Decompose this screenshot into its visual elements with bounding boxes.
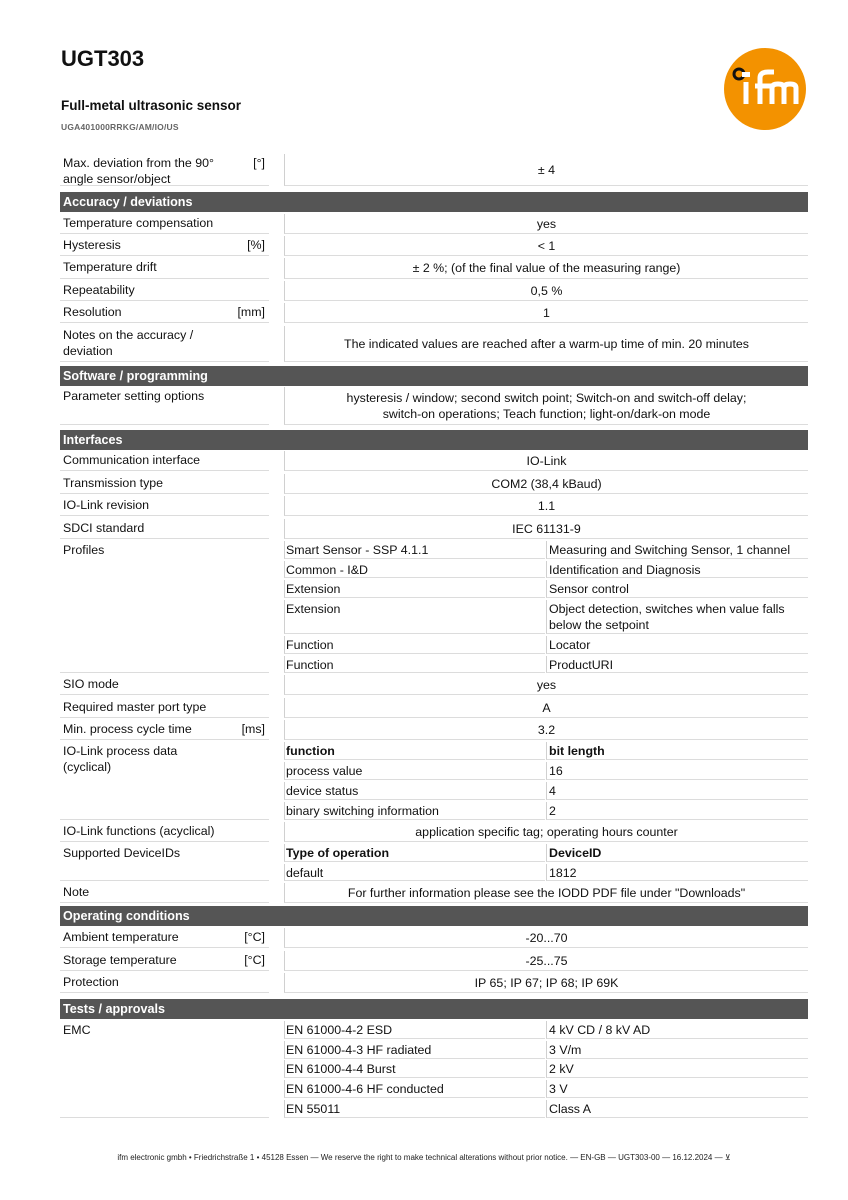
subtable-cell-value: Class A: [546, 1100, 808, 1118]
row-label-cell: [60, 928, 269, 948]
row-label-cell: [60, 822, 269, 842]
row-value: [284, 154, 808, 186]
subtable-cell-value: 4: [546, 782, 808, 800]
subtable-row: [284, 762, 808, 782]
row-label-cell: [60, 541, 269, 673]
section-operating: Operating conditions: [60, 906, 808, 926]
row-label: Supported DeviceIDs: [63, 846, 181, 860]
row-label-cell: [60, 698, 269, 718]
subtable-cell-key: Extension: [284, 600, 545, 634]
row-value: [284, 951, 808, 971]
row-value-text: ± 4: [537, 162, 556, 177]
row-label: Ambient temperature: [63, 930, 179, 944]
row-value-text: The indicated values are reached after a warm-up time of min. 20 minutes: [344, 336, 749, 351]
row-value-text: 0,5 %: [530, 283, 563, 298]
row-label: Protection: [63, 975, 119, 989]
spec-row: [60, 720, 808, 742]
row-label: IO-Link process data (cyclical): [63, 744, 178, 774]
row-value: [284, 883, 808, 903]
subtable-cell-key: Smart Sensor - SSP 4.1.1: [284, 541, 545, 559]
row-value-text: IO-Link: [526, 453, 567, 468]
row-label: Notes on the accuracy / deviation: [63, 328, 194, 358]
row-value-text: ± 2 %; (of the final value of the measuring range): [412, 261, 681, 275]
row-label: Profiles: [63, 543, 105, 557]
subtable-cell-key: EN 61000-4-4 Burst: [284, 1060, 545, 1078]
subtable-cell-key: device status: [284, 782, 545, 800]
subtable-cell-value: 2 kV: [546, 1060, 808, 1078]
row-value-text: -20...70: [525, 930, 568, 945]
section-software: Software / programming: [60, 366, 808, 386]
spec-row: [60, 519, 808, 541]
row-value-text: 3.2: [537, 722, 556, 737]
spec-row: [60, 326, 808, 364]
subtable-cell-value: 2: [546, 802, 808, 820]
subtable-cell-key: Extension: [284, 580, 545, 598]
subtable-row: [284, 541, 808, 561]
row-label: Communication interface: [63, 453, 201, 467]
article-code: UGA401000RRKG/AM/IO/US: [61, 122, 179, 132]
row-value-text: yes: [536, 677, 557, 692]
row-label: Repeatability: [63, 283, 135, 297]
ifm-logo: [724, 48, 806, 130]
row-value-text: 1.1: [537, 498, 556, 513]
row-label: Transmission type: [63, 476, 164, 490]
row-label-cell: [60, 258, 269, 279]
row-value: [284, 519, 808, 539]
row-value: [284, 326, 808, 362]
row-value: [284, 496, 808, 516]
subtable-cell-key: Function: [284, 656, 545, 673]
subtable-cell-key: Common - I&D: [284, 561, 545, 578]
subtable-row: [284, 580, 808, 600]
row-value: [284, 303, 808, 323]
row-label-cell: [60, 844, 269, 881]
row-label: Storage temperature: [63, 953, 177, 967]
row-value-text: For further information please see the IODD PDF file under "Downloads": [347, 885, 746, 900]
row-value-text: 1: [543, 305, 550, 320]
row-value: [284, 236, 808, 256]
subtable-cell-value: 3 V: [546, 1080, 808, 1098]
row-value-text: COM2 (38,4 kBaud): [491, 476, 602, 491]
row-label-cell: [60, 883, 269, 903]
spec-row: [60, 675, 808, 697]
spec-row: [60, 973, 808, 995]
row-label-cell: [60, 675, 269, 695]
section-tests: Tests / approvals: [60, 999, 808, 1019]
subtable-cell-key: default: [284, 864, 545, 881]
row-label: Min. process cycle time: [63, 722, 192, 736]
subtable-cell-key: function: [284, 742, 545, 760]
subtable-row: [284, 600, 808, 636]
spec-row: [60, 303, 808, 325]
subtable-cell-value: Sensor control: [546, 580, 808, 598]
row-value-text: yes: [536, 216, 557, 231]
row-value: [284, 822, 808, 842]
subtable-row: [284, 1021, 808, 1041]
product-subtitle: Full-metal ultrasonic sensor: [61, 98, 242, 113]
subtable-cell-value: 16: [546, 762, 808, 780]
subtable-cell-value: ProductURI: [546, 656, 808, 673]
subtable-cell-value: Object detection, switches when value falls below the setpoint: [546, 600, 808, 634]
subtable-cell-value: 1812: [546, 864, 808, 881]
subtable-row: [284, 1041, 808, 1061]
row-value: [284, 928, 808, 948]
row-value: [284, 698, 808, 718]
row-label: Required master port type: [63, 700, 207, 714]
row-value-text: A: [542, 700, 551, 715]
row-label: IO-Link functions (acyclical): [63, 824, 215, 838]
subtable-cell-key: binary switching information: [284, 802, 545, 820]
spec-row: [60, 154, 808, 188]
subtable-cell-key: Type of operation: [284, 844, 545, 862]
row-value: [284, 258, 808, 279]
row-label-cell: [60, 951, 269, 971]
subtable-cell-value: DeviceID: [546, 844, 808, 862]
spec-row: [60, 951, 808, 973]
row-label-cell: [60, 154, 269, 186]
row-value: [284, 720, 808, 740]
subtable-cell-key: EN 61000-4-6 HF conducted: [284, 1080, 545, 1098]
row-unit: [%]: [247, 238, 265, 252]
row-value: [284, 214, 808, 234]
section-interfaces: Interfaces: [60, 430, 808, 450]
row-label-cell: [60, 303, 269, 323]
subtable-cell-value: Measuring and Switching Sensor, 1 channel: [546, 541, 808, 559]
row-label-cell: [60, 474, 269, 494]
row-label-cell: [60, 973, 269, 993]
row-label-cell: [60, 496, 269, 516]
spec-row: [60, 214, 808, 236]
subtable-cell-key: Function: [284, 636, 545, 654]
subtable-row: [284, 1080, 808, 1100]
subtable-cell-key: EN 55011: [284, 1100, 545, 1118]
subtable-cell-value: Identification and Diagnosis: [546, 561, 808, 578]
row-value-text: -25...75: [525, 953, 568, 968]
row-label: Resolution: [63, 305, 122, 319]
row-label: Temperature compensation: [63, 216, 214, 230]
row-label-cell: [60, 720, 269, 740]
row-value: [284, 973, 808, 993]
subtable-row: [284, 742, 808, 762]
recycle-icon: ⊻: [724, 1153, 731, 1162]
row-label: Note: [63, 885, 90, 899]
row-label: IO-Link revision: [63, 498, 150, 512]
spec-row: [60, 698, 808, 720]
row-label-cell: [60, 742, 269, 820]
spec-row: [60, 387, 808, 427]
row-value: [284, 387, 808, 425]
row-value-text: application specific tag; operating hours counter: [415, 824, 678, 839]
spec-row: [60, 281, 808, 303]
subtable-row: [284, 656, 808, 675]
page-title: UGT303: [61, 46, 145, 71]
spec-row: [60, 883, 808, 905]
subtable-row: [284, 844, 808, 864]
subtable-cell-value: 4 kV CD / 8 kV AD: [546, 1021, 808, 1039]
row-value: [284, 675, 808, 695]
row-value: [284, 451, 808, 471]
subtable-cell-value: Locator: [546, 636, 808, 654]
row-label: EMC: [63, 1023, 91, 1037]
row-label: Hysteresis: [63, 238, 121, 252]
subtable-cell-value: bit length: [546, 742, 808, 760]
row-value: [284, 474, 808, 494]
spec-row: [60, 822, 808, 844]
spec-row: [60, 236, 808, 258]
row-label-cell: [60, 281, 269, 301]
subtable-row: [284, 636, 808, 656]
subtable-row: [284, 561, 808, 580]
section-accuracy: Accuracy / deviations: [60, 192, 808, 212]
subtable-row: [284, 864, 808, 883]
row-unit: [ms]: [241, 722, 265, 736]
subtable-cell-key: EN 61000-4-2 ESD: [284, 1021, 545, 1039]
spec-row: [60, 928, 808, 950]
row-value-text: IEC 61131-9: [512, 521, 581, 536]
row-label-cell: [60, 519, 269, 539]
row-label-cell: [60, 451, 269, 471]
row-unit: [°C]: [244, 930, 265, 944]
subtable-cell-key: EN 61000-4-3 HF radiated: [284, 1041, 545, 1059]
subtable-cell-key: process value: [284, 762, 545, 780]
subtable-row: [284, 782, 808, 802]
row-label: Max. deviation from the 90° angle sensor/object: [63, 156, 214, 186]
row-label-cell: [60, 326, 269, 362]
row-unit: [°C]: [244, 953, 265, 967]
row-label: SIO mode: [63, 677, 119, 691]
subtable-row: [284, 1060, 808, 1080]
spec-row: [60, 258, 808, 281]
row-unit: [°]: [253, 156, 265, 170]
spec-row: [60, 451, 808, 473]
row-label: SDCI standard: [63, 521, 145, 535]
row-label: Parameter setting options: [63, 389, 205, 403]
subtable-row: [284, 802, 808, 822]
row-label: Temperature drift: [63, 260, 157, 274]
spec-row: [60, 474, 808, 496]
row-label-cell: [60, 387, 269, 425]
row-value-text: IP 65; IP 67; IP 68; IP 69K: [474, 975, 619, 990]
subtable-row: [284, 1100, 808, 1120]
subtable-cell-value: 3 V/m: [546, 1041, 808, 1059]
row-unit: [mm]: [237, 305, 265, 319]
row-label-cell: [60, 1021, 269, 1118]
row-label-cell: [60, 236, 269, 256]
spec-row: [60, 496, 808, 518]
footer-text: ifm electronic gmbh • Friedrichstraße 1 • 45128 Essen — We reserve the right to make technical alterations without prior notice. — EN-GB — UGT303-00 — 16.12.2024 — ⊻: [117, 1153, 731, 1162]
row-value-text: < 1: [537, 238, 556, 253]
row-value: [284, 281, 808, 301]
row-value-text: hysteresis / window; second switch point; Switch-on and switch-off delay; switch-on operations; Teach function; light-on/dark-on mode: [346, 390, 747, 421]
row-label-cell: [60, 214, 269, 234]
